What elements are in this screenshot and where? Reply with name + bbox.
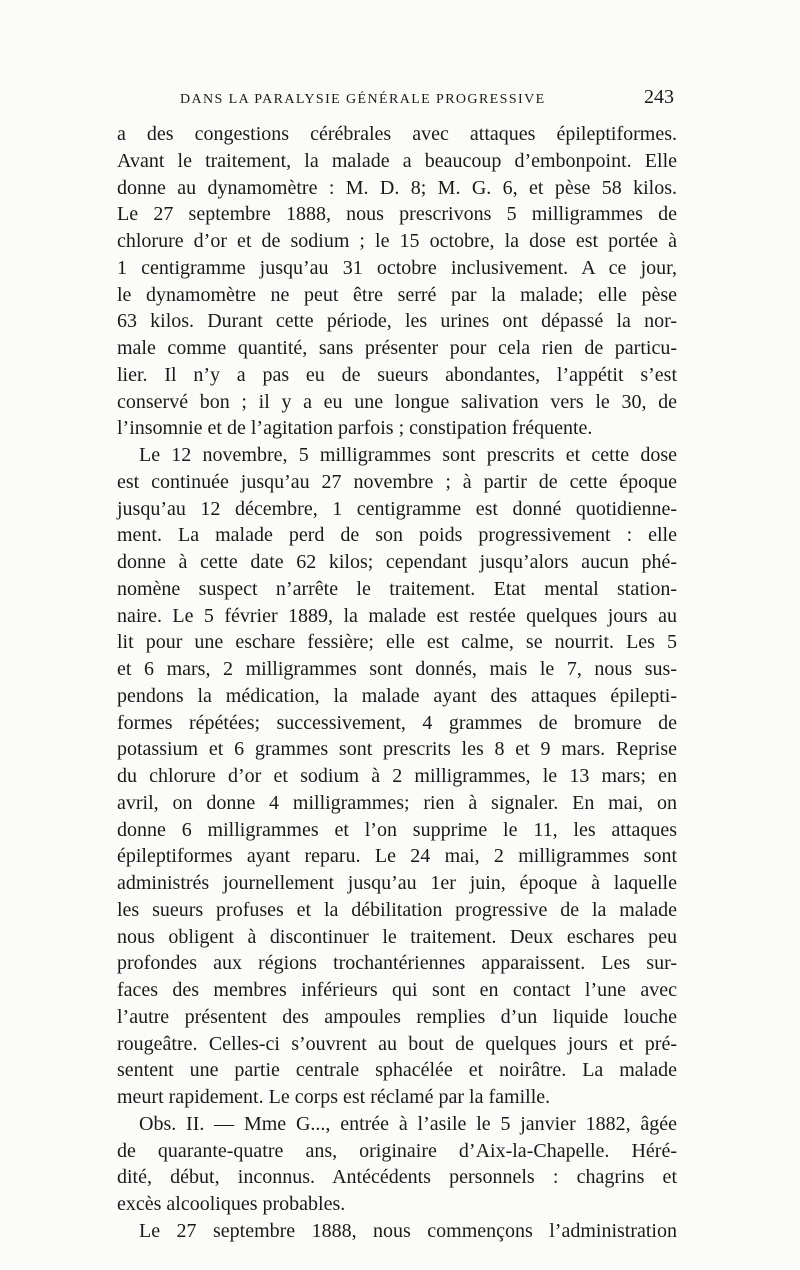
text-line: faces des membres inférieurs qui sont en contact l’une avec [117,979,677,1001]
text-line: profondes aux régions trochantériennes apparaissent. Les sur- [117,952,677,975]
text-line: lier. Il n’y a pas eu de sueurs abondantes, l’appétit s’est [117,363,677,386]
text-line: 1 centigramme jusqu’au 31 octobre inclusivement. A ce jour, [117,256,677,279]
text-line: est continuée jusqu’au 27 novembre ; à partir de cette époque [117,470,677,493]
body-text [117,121,677,1245]
text-line: male comme quantité, sans présenter pour cela rien de particu- [117,337,677,359]
text-line: donne 6 milligrammes et l’on supprime le 11, les attaques [117,818,677,841]
text-line: formes répétées; successivement, 4 grammes de bromure de [117,711,677,734]
text-line: les sueurs profuses et la débilitation progressive de la malade [117,898,677,921]
text-line: du chlorure d’or et sodium à 2 milligrammes, le 13 mars; en [117,765,677,787]
text-line: Le 27 septembre 1888, nous prescrivons 5 milligrammes de [117,203,677,226]
text-line: de quarante-quatre ans, originaire d’Aix-la-Chapelle. Héré- [117,1139,677,1162]
text-line: administrés journellement jusqu’au 1er juin, époque à laquelle [117,872,677,894]
text-line: naire. Le 5 février 1889, la malade est restée quelques jours au [117,604,677,627]
text-line: donne au dynamomètre : M. D. 8; M. G. 6, et pèse 58 kilos. [117,176,677,199]
text-line: jusqu’au 12 décembre, 1 centigramme est donné quotidienne- [117,497,677,520]
text-line: nomène suspect n’arrête le traitement. Etat mental station- [117,577,677,600]
text-line: chlorure d’or et de sodium ; le 15 octobre, la dose est portée à [117,230,677,252]
text-line: et 6 mars, 2 milligrammes sont donnés, mais le 7, nous sus- [117,658,677,680]
running-title: DANS LA PARALYSIE GÉNÉRALE PROGRESSIVE [180,92,546,107]
text-line: donne à cette date 62 kilos; cependant jusqu’alors aucun phé- [117,551,677,573]
page-header [118,86,678,112]
text-line: pendons la médication, la malade ayant des attaques épilepti- [117,684,677,707]
text-line: nous obligent à discontinuer le traitement. Deux eschares peu [117,925,677,948]
text-line: sentent une partie centrale sphacélée et noirâtre. La malade [117,1059,677,1082]
text-line: l’insomnie et de l’agitation parfois ; constipation fréquente. [117,417,593,440]
text-line: l’autre présentent des ampoules remplies d’un liquide louche [117,1005,677,1028]
text-line: meurt rapidement. Le corps est réclamé par la famille. [117,1086,551,1108]
text-line: Le 12 novembre, 5 milligrammes sont prescrits et cette dose [139,444,677,466]
text-line: ment. La malade perd de son poids progressivement : elle [117,524,677,547]
text-line: Avant le traitement, la malade a beaucoup d’embonpoint. Elle [117,149,677,172]
text-line: excès alcooliques probables. [117,1193,346,1215]
page-number: 243 [644,86,674,108]
text-line: le dynamomètre ne peut être serré par la malade; elle pèse [117,283,677,306]
text-line: potassium et 6 grammes sont prescrits les 8 et 9 mars. Reprise [117,738,677,761]
text-line: conservé bon ; il y a eu une longue salivation vers le 30, de [117,390,677,413]
text-line: rougeâtre. Celles-ci s’ouvrent au bout de quelques jours et pré- [117,1032,677,1055]
text-line: Le 27 septembre 1888, nous commençons l’administration [139,1219,677,1242]
text-line: 63 kilos. Durant cette période, les urines ont dépassé la nor- [117,310,677,333]
text-line: avril, on donne 4 milligrammes; rien à signaler. En mai, on [117,791,677,814]
text-line: Obs. II. — Mme G..., entrée à l’asile le 5 janvier 1882, âgée [139,1112,677,1135]
text-line: a des congestions cérébrales avec attaques épileptiformes. [117,123,677,145]
text-line: lit pour une eschare fessière; elle est calme, se nourrit. Les 5 [117,631,677,654]
text-line: dité, début, inconnus. Antécédents personnels : chagrins et [117,1166,677,1189]
text-line: épileptiformes ayant reparu. Le 24 mai, 2 milligrammes sont [117,845,677,868]
